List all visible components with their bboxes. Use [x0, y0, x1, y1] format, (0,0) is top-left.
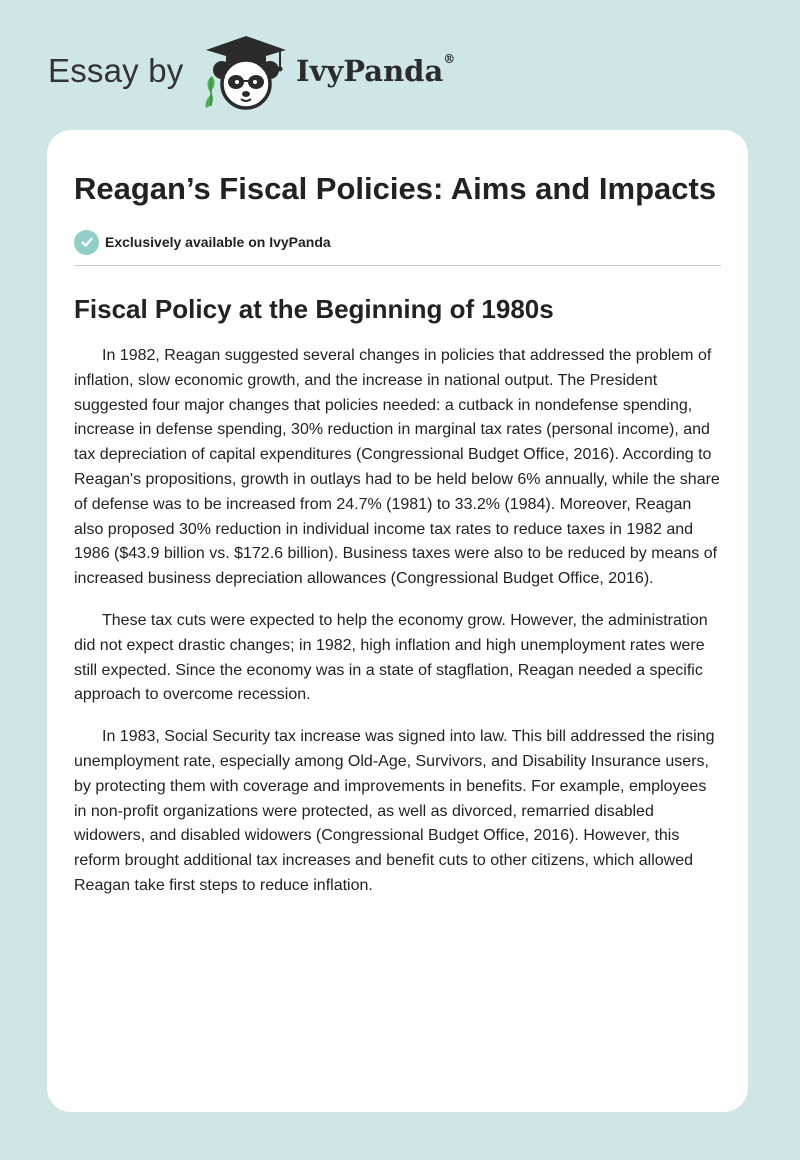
essay-title: Reagan’s Fiscal Policies: Aims and Impacts	[74, 171, 717, 206]
ivypanda-brand	[296, 54, 455, 88]
registered-mark: ®	[443, 52, 456, 66]
divider	[74, 265, 721, 266]
site-header	[0, 0, 800, 130]
panda-graduate-logo-icon	[200, 34, 292, 112]
essay-card	[47, 130, 748, 1112]
paragraph-3: In 1983, Social Security tax increase was signed into law. This bill addressed the rising unemployment rate, especially among Old-Age, Survivors, and Disability Insurance users, by protecting them with coverage and improvements in benefits. For example, employees in non-profit organizations were protected, as well as divorced, remarried disabled widowers, and disabled widowers (Congressional Budget Office, 2016). However, this reform brought additional tax increases and benefit cuts to other citizens, which allowed Reagan take first steps to reduce inflation.	[74, 728, 715, 894]
check-circle-icon	[74, 230, 99, 255]
paragraph-2: These tax cuts were expected to help the economy grow. However, the administration did not expect drastic changes; in 1982, high inflation and high unemployment rates were still expected. Since the economy was in a state of stagflation, Reagan needed a specific approach to overcome recession.	[74, 611, 708, 704]
section-title: Fiscal Policy at the Beginning of 1980s	[74, 294, 554, 324]
badge-text: Exclusively available on IvyPanda	[105, 234, 331, 250]
exclusive-badge	[74, 228, 721, 256]
essay-by-label: Essay by	[48, 52, 184, 89]
brand-name-text: IvyPanda	[296, 54, 444, 88]
paragraph-1: In 1982, Reagan suggested several changes in policies that addressed the problem of inflation, slow economic growth, and the increase in national output. The President suggested four major changes that policies needed: a cutback in nondefense spending, increase in defense spending, 30% reduction in marginal tax rates (personal income), and tax depreciation of capital expenditures (Congressional Budget Office, 2016). According to Reagan's propositions, growth in outlays had to be held below 6% annually, while the share of defense was to be increased from 24.7% (1981) to 33.2% (1984). Moreover, Reagan also proposed 30% reduction in individual income tax rates to reduce taxes in 1982 and 1986 ($43.9 billion vs. $172.6 billion). Business taxes were also to be reduced by means of increased business depreciation allowances (Congressional Budget Office, 2016).	[74, 347, 720, 588]
